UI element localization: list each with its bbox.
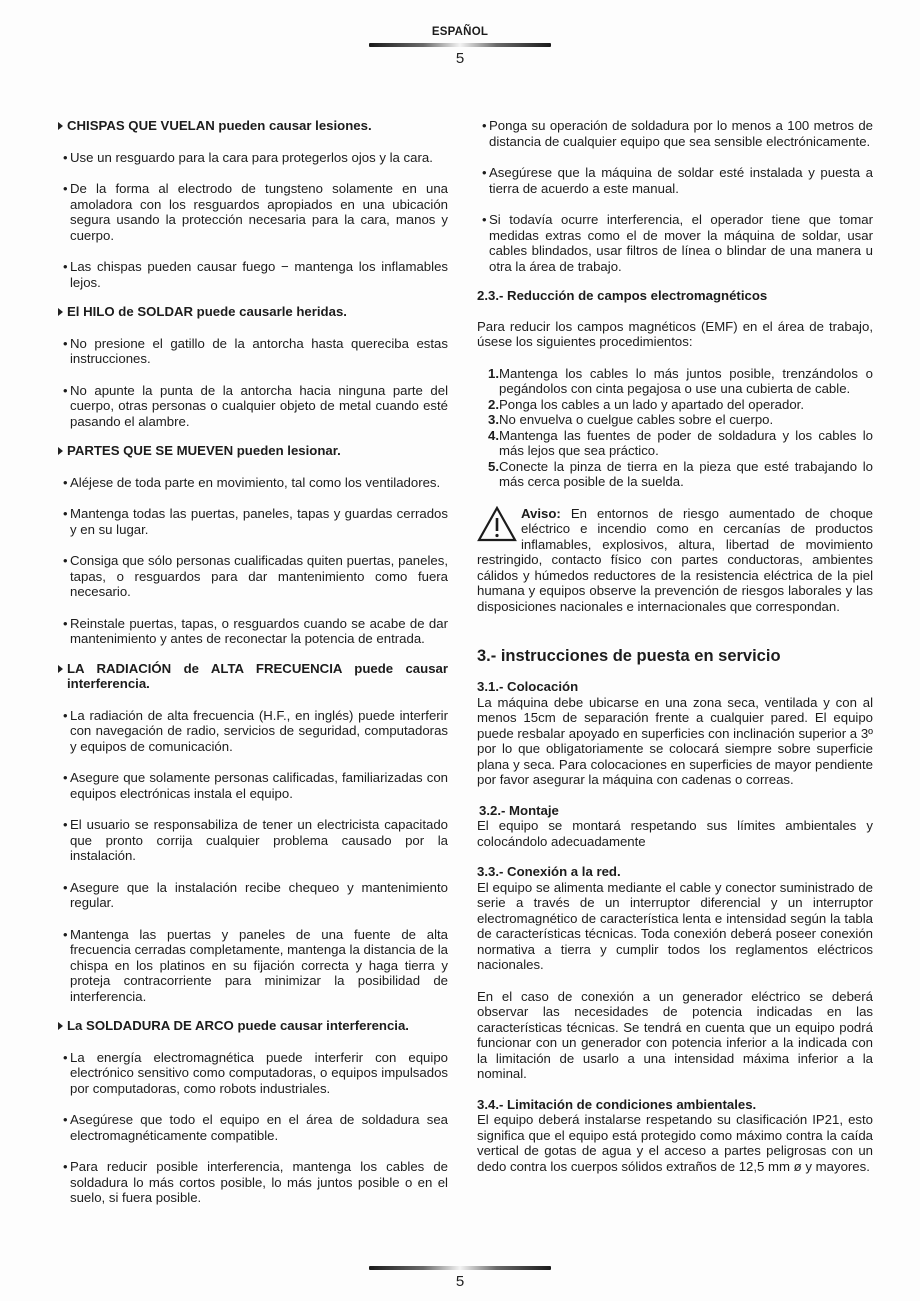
triangle-bullet-icon — [58, 665, 63, 673]
header-divider — [369, 43, 551, 47]
bullet-icon: • — [63, 707, 68, 723]
list-item: • Consiga que sólo personas cualificadas quiten puertas, paneles, tapas, o resguardos para dar mantenimiento como fuera necesario. — [63, 553, 448, 599]
triangle-bullet-icon — [58, 447, 63, 455]
bullet-icon: • — [63, 149, 68, 165]
subsection-limitacion — [477, 1097, 873, 1175]
numbered-item: 3. No envuelva o cuelgue cables sobre el cuerpo. — [488, 412, 774, 427]
warning-notice — [477, 506, 873, 615]
subsection-paragraph: En el caso de conexión a un generador eléctrico se deberá observar las necesidades de potencia indicadas en las características técnicas. Se tendrá en cuenta que un equipo podrá funcionar con un generador con potencia inferior a la indicada con la limitación de usarlo a una intensidad máxima inferior a la nominal. — [477, 988, 873, 1081]
subsection-conexion — [477, 864, 873, 1082]
subsection-title: 3.2.- Montaje — [479, 802, 559, 818]
numbered-item: 2. Ponga los cables a un lado y apartado del operador. — [488, 396, 804, 412]
numbered-item: 4. Mantenga las fuentes de poder de soldadura y los cables lo más lejos que sea práctico. — [488, 427, 873, 458]
bullet-icon: • — [63, 553, 68, 568]
bullet-icon: • — [482, 118, 487, 133]
bullet-icon: • — [63, 382, 68, 398]
list-item: • Para reducir posible interferencia, mantenga los cables de soldadura lo más cortos posible, lo más juntos posible o en el suelo, si fuera posible. — [63, 1159, 448, 1205]
footer-page-number: 5 — [455, 1273, 465, 1290]
triangle-bullet-icon — [58, 308, 63, 316]
numbered-item: 1. Mantenga los cables lo más juntos posible, trenzándolos o pegándolos con cinta pegajosa o use una cubierta de cable. — [488, 365, 873, 396]
subsection-title: 3.4.- Limitación de condiciones ambientales. — [477, 1096, 757, 1112]
triangle-bullet-icon — [58, 1022, 63, 1030]
footer-divider — [369, 1266, 551, 1270]
list-item: • Asegúrese que todo el equipo en el área de soldadura sea electromagnéticamente compatible. — [63, 1112, 448, 1143]
list-item: • Mantenga las puertas y paneles de una fuente de alta frecuencia cerradas completamente, mantenga la distancia de la chispa en los platinos en su fijación correcta y haga tierra y proteja contracorriente para minimizar la posibilidad de interferencia. — [63, 926, 448, 1004]
bullet-icon: • — [63, 926, 68, 942]
bullet-icon: • — [482, 165, 487, 180]
subsection-colocacion — [477, 679, 873, 788]
bullet-icon: • — [63, 181, 68, 196]
list-item: • Las chispas pueden causar fuego − mantenga los inflamables lejos. — [63, 259, 448, 290]
list-item: • Asegure que la instalación recibe chequeo y mantenimiento regular. — [63, 879, 448, 910]
right-column — [477, 118, 873, 1189]
list-item: • La radiación de alta frecuencia (H.F., en inglés) puede interferir con navegación de radio, servicios de seguridad, computadoras y equipos de comunicación. — [63, 707, 448, 754]
list-item: • Ponga su operación de soldadura por lo menos a 100 metros de distancia de cualquier equipo que sea sensible electrónicamente. — [482, 118, 873, 149]
subsection-paragraph: El equipo se alimenta mediante el cable y conector suministrado de serie a través de un interruptor diferencial y un interruptor electromagnético de característica lenta e intensidad según la tabla de características técnicas. Toda conexión deberá poseer conexión normativa a tierra y cumplir todos los reglamentos eléctricos nacionales. — [477, 879, 873, 972]
emf-intro: Para reducir los campos magnéticos (EMF) en el área de trabajo, úsese los siguientes procedimientos: — [477, 318, 873, 349]
left-column — [58, 118, 448, 1220]
section-heading: LA RADIACIÓN de ALTA FRECUENCIA puede causar interferencia. — [58, 661, 448, 692]
list-item: • De la forma al electrodo de tungsteno solamente en una amoladora con los resguardos apropiados en una ubicación segura usando la protección necesaria para la cara, manos y cuerpo. — [63, 181, 448, 243]
list-item: • Reinstale puertas, tapas, o resguardos cuando se acabe de dar mantenimiento y antes de reconectar la potencia de entrada. — [63, 615, 448, 646]
section-heading: PARTES QUE SE MUEVEN pueden lesionar. — [58, 443, 448, 459]
emf-steps-list — [477, 366, 873, 490]
language-label: ESPAÑOL — [431, 26, 489, 38]
section-heading: CHISPAS QUE VUELAN pueden causar lesiones. — [58, 118, 448, 134]
list-item: • No presione el gatillo de la antorcha hasta quereciba estas instrucciones. — [63, 335, 448, 366]
section-heading: El HILO de SOLDAR puede causarle heridas. — [58, 304, 448, 320]
bullet-icon: • — [63, 879, 68, 895]
warning-title: Aviso: — [521, 505, 561, 521]
list-item: • Asegúrese que la máquina de soldar esté instalada y puesta a tierra de acuerdo a este manual. — [482, 165, 873, 196]
list-item: • Use un resguardo para la cara para protegerlos ojos y la cara. — [63, 149, 433, 165]
section-heading: La SOLDADURA DE ARCO puede causar interferencia. — [58, 1018, 448, 1034]
bullet-icon: • — [63, 506, 68, 521]
subsection-title: 3.1.- Colocación — [477, 679, 579, 694]
list-item: • La energía electromagnética puede interferir con equipo electrónico sensitivo como computadoras, o equipos impulsados por computadoras, como robots industriales. — [63, 1049, 448, 1096]
bullet-icon: • — [63, 770, 68, 785]
page-header — [0, 25, 920, 68]
list-item: • El usuario se responsabiliza de tener un electricista capacitado que pronto corrija cualquier problema causado por la instalación. — [63, 817, 448, 863]
bullet-icon: • — [482, 212, 487, 227]
warning-triangle-icon — [477, 506, 517, 542]
bullet-icon: • — [63, 335, 68, 351]
triangle-bullet-icon — [58, 122, 63, 130]
list-item: • No apunte la punta de la antorcha hacia ninguna parte del cuerpo, otras personas o cualquier objeto de metal cuando esté pasando el alambre. — [63, 382, 448, 429]
subsection-paragraph: La máquina debe ubicarse en una zona seca, ventilada y con al menos 15cm de separación frente a cualquier pared. El equipo puede resbalar apoyado en superficies con inclinación superior a 3º por lo que obligatoriamente se colocará siempre sobre superficie plana y seca. Para colocaciones en superficies de mayor pendiente por favor asegurar la máquina con cadenas o correas. — [477, 694, 873, 787]
subsection-paragraph: El equipo deberá instalarse respetando su clasificación IP21, esto significa que el equipo está protegido como máximo contra la caída vertical de gotas de agua y el acceso a partes peligrosas con un dedo contra los cuerpos sólidos extraños de 12,5 mm ø y mayores. — [477, 1112, 873, 1174]
bullet-icon: • — [63, 817, 68, 832]
list-item: • Aléjese de toda parte en movimiento, tal como los ventiladores. — [63, 474, 441, 490]
subsection-title: 3.3.- Conexión a la red. — [477, 864, 621, 879]
bullet-icon: • — [63, 1112, 68, 1127]
bullet-icon: • — [63, 474, 68, 490]
list-item: • Asegure que solamente personas calificadas, familiarizadas con equipos electrónicas instala el equipo. — [63, 770, 448, 801]
numbered-item: 5. Conecte la pinza de tierra en la pieza que esté trabajando lo más cerca posible de la suelda. — [488, 458, 873, 489]
bullet-icon: • — [63, 615, 68, 631]
warning-text: En entornos de riesgo aumentado de choque eléctrico e incendio como en cercanías de productos inflamables, explosivos, altura, libertad de movimiento restringido, contacto físico con partes conductoras, ambientes cálidos y húmedos reductores de la resistencia eléctrica de la piel humana y equipos observe la prevención de riesgos laborales y las disposiciones nacionales e internacionales que correspondan. — [477, 505, 873, 614]
list-item: • Si todavía ocurre interferencia, el operador tiene que tomar medidas extras como el de mover la máquina de soldar, usar cables blindados, usar filtros de línea o blindar de una manera u otra la área de trabajo. — [482, 212, 873, 274]
list-item: • Mantenga todas las puertas, paneles, tapas y guardas cerrados y en su lugar. — [63, 506, 448, 537]
bullet-icon: • — [63, 259, 68, 274]
bullet-icon: • — [63, 1159, 68, 1174]
chapter-title: 3.- instrucciones de puesta en servicio — [477, 647, 781, 665]
subsection-montaje — [477, 803, 873, 850]
header-page-number: 5 — [455, 50, 465, 67]
bullet-icon: • — [63, 1049, 68, 1065]
section-title-emf: 2.3.- Reducción de campos electromagnéticos — [477, 288, 768, 303]
page-footer — [0, 1266, 920, 1291]
subsection-paragraph: El equipo se montará respetando sus límites ambientales y colocándolo adecuadamente — [477, 818, 873, 849]
